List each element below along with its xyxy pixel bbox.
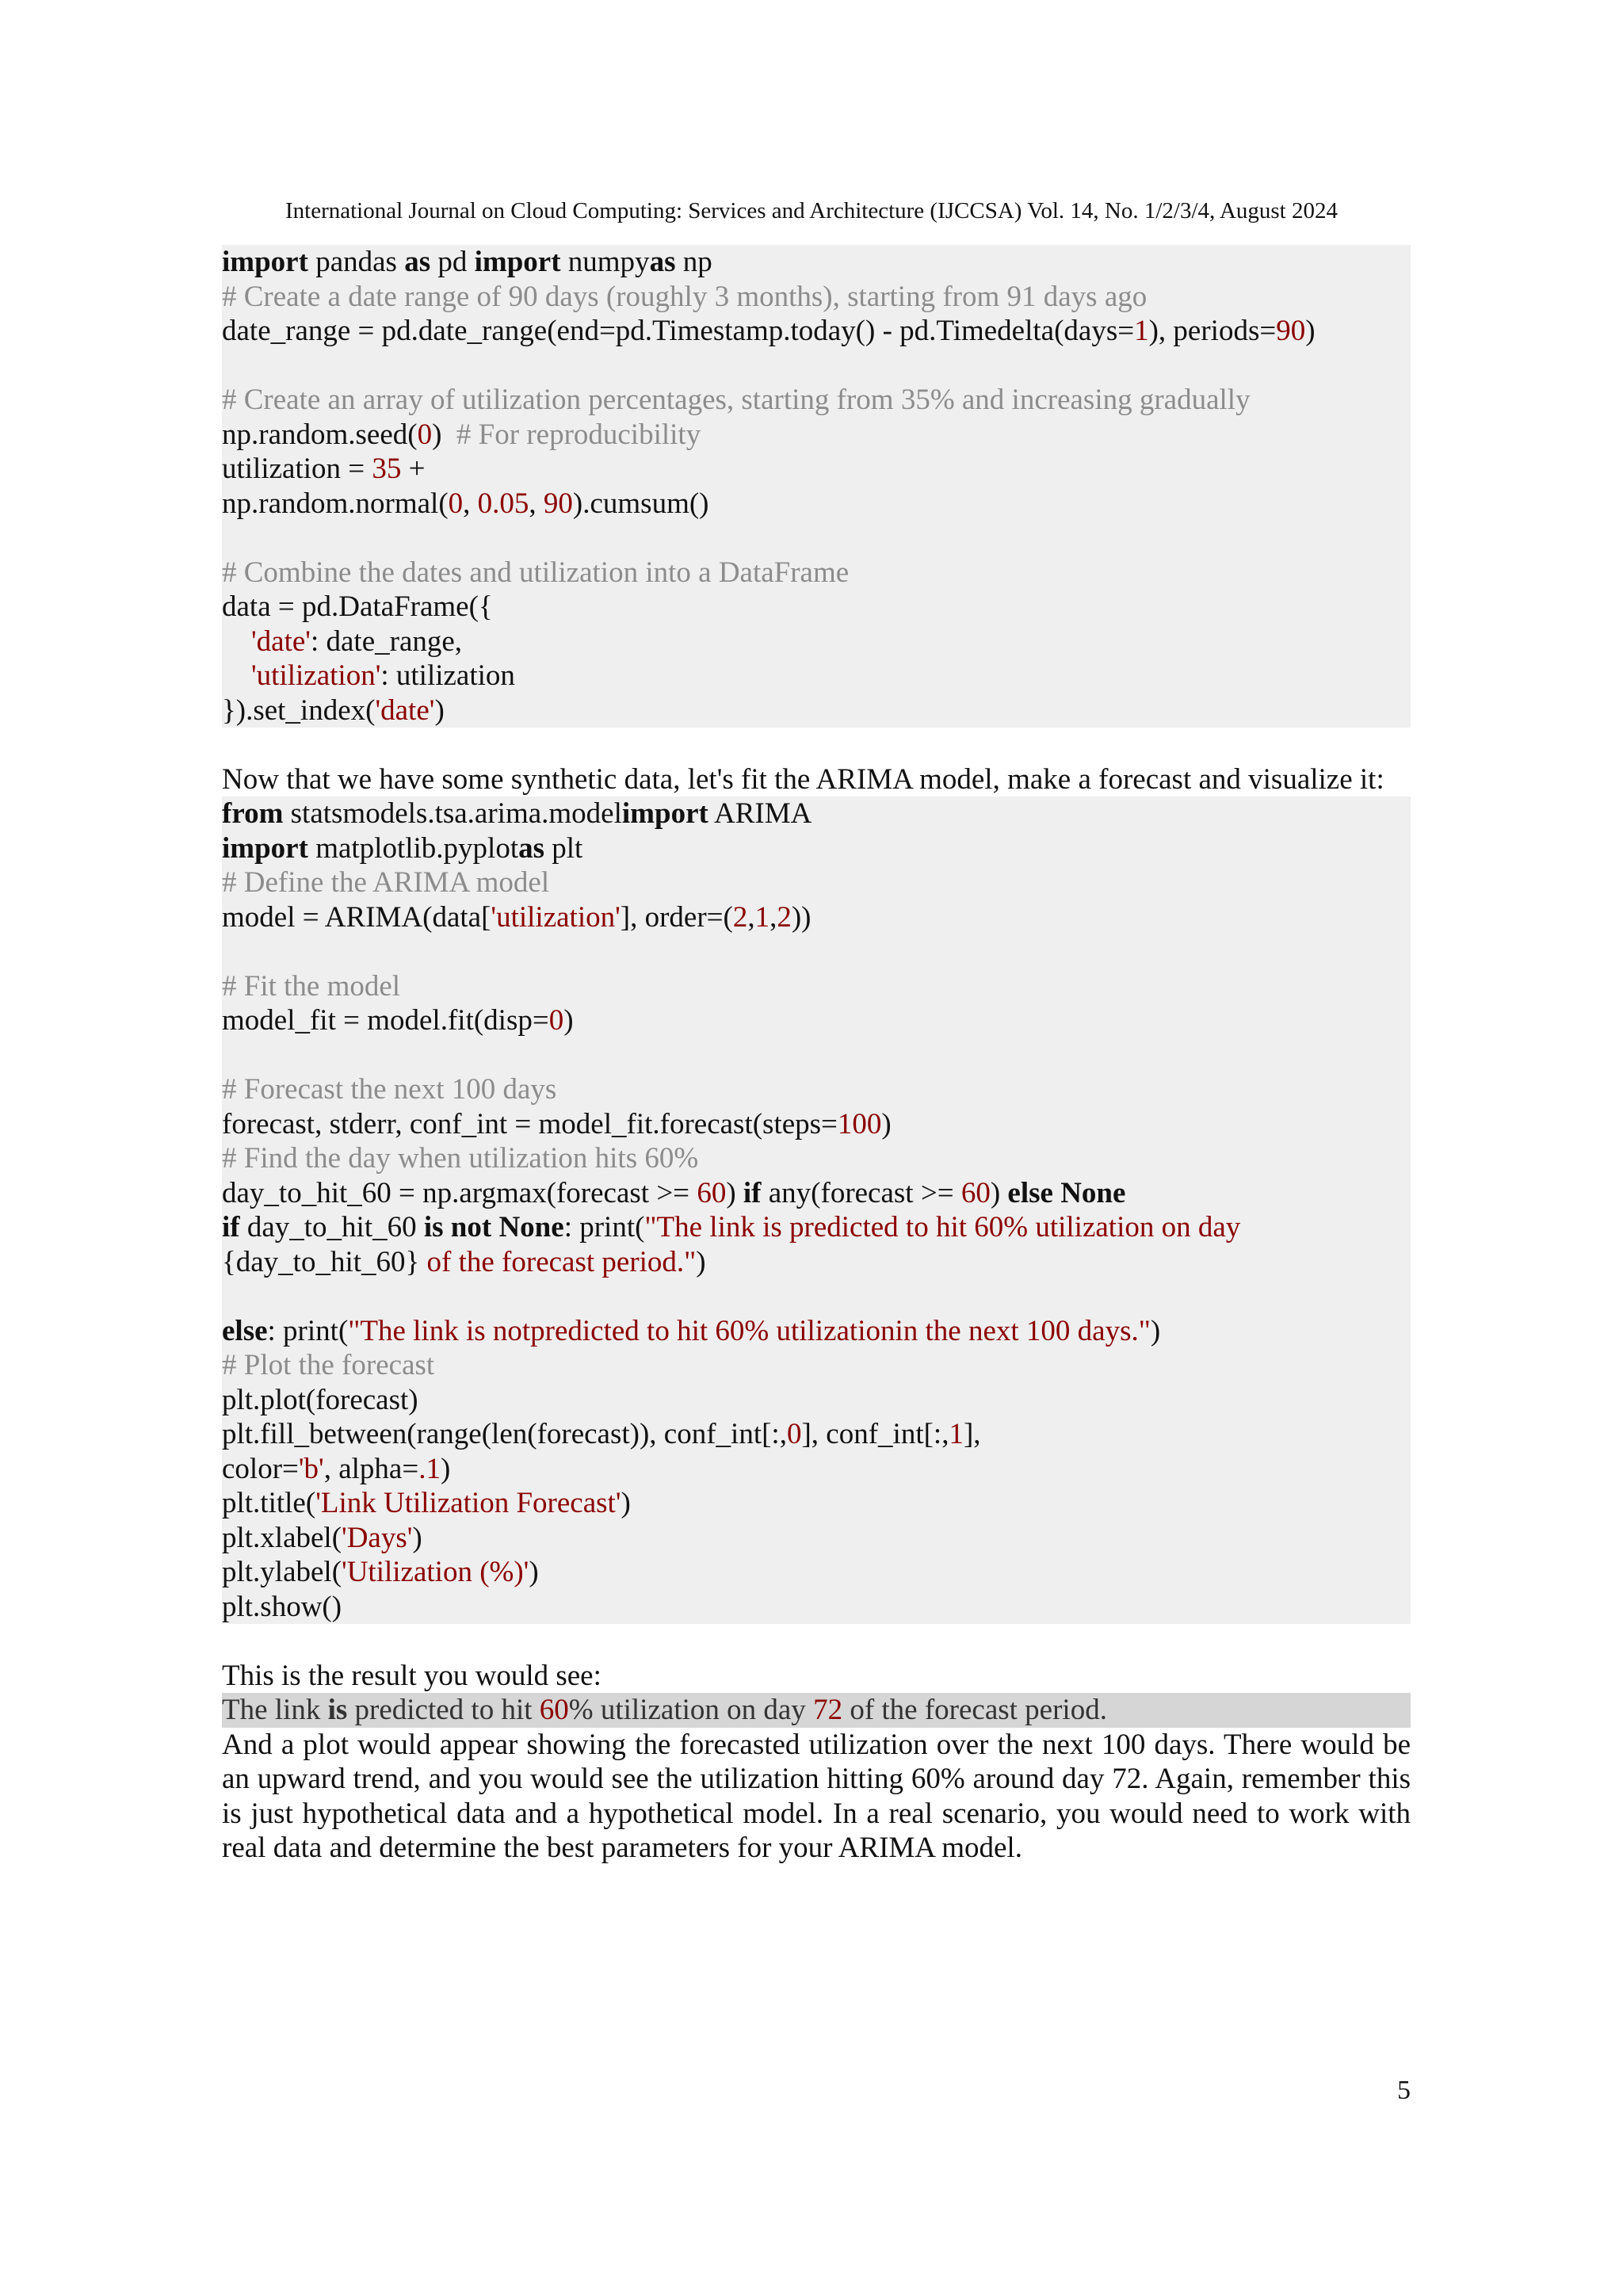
code-number: 72	[813, 1694, 843, 1726]
code-line	[222, 1452, 1411, 1487]
code-number: 0	[548, 1004, 564, 1037]
code-text: np.random.normal(	[222, 487, 449, 520]
code-number: 1	[754, 900, 770, 934]
running-header: International Journal on Cloud Computing: Services and Architecture (IJCCSA) Vol. 14, No. 1/2/3/4, August 2024	[285, 198, 1338, 223]
code-text: day_to_hit_60	[239, 1211, 424, 1244]
code-string: 'Link Utilization Forecast'	[315, 1487, 621, 1519]
code-text: pandas	[307, 246, 405, 278]
code-line	[222, 1486, 1411, 1521]
code-text: : utilization	[380, 659, 515, 692]
code-string: 'date'	[251, 625, 311, 658]
code-keyword: as	[518, 831, 545, 865]
code-number: 60	[539, 1694, 569, 1726]
code-text: : print(	[267, 1314, 349, 1347]
code-text: {day_to_hit_60}	[222, 1245, 427, 1278]
code-number: 0	[448, 487, 464, 520]
code-text: matplotlib.pyplot	[307, 831, 519, 865]
code-text: any(forecast >=	[761, 1176, 961, 1209]
code-number: .1	[418, 1452, 441, 1485]
code-line	[222, 1038, 1411, 1073]
code-text: )	[529, 1556, 539, 1588]
code-line	[222, 1348, 1411, 1383]
code-line	[222, 418, 1411, 453]
conclusion-paragraph: And a plot would appear showing the forecasted utilization over the next 100 days. There would be an upward trend, and you would see the utilization hitting 60% around day 72. Again, remember this is just hypothetical data and a hypothetical model. In a real scenario, you would need to work with real data and determine the best parameters for your ARIMA model.	[222, 1728, 1411, 1864]
code-text: }).set_index(	[222, 693, 376, 727]
code-line	[222, 521, 1411, 556]
code-line	[222, 797, 1411, 831]
code-string: 'date'	[375, 693, 435, 727]
code-text	[222, 659, 251, 692]
code-keyword: None	[1060, 1176, 1126, 1209]
code-string: 'utilization'	[251, 659, 381, 692]
code-comment: # Combine the dates and utilization into a DataFrame	[222, 556, 850, 589]
code-number: 2	[777, 900, 792, 934]
code-text: )	[726, 1176, 743, 1209]
code-string: "The link is notpredicted to hit 60% utilizationin the next 100 days."	[348, 1314, 1151, 1347]
code-text: predicted to hit	[347, 1694, 540, 1726]
code-number: 100	[837, 1107, 882, 1140]
code-keyword: as	[649, 246, 676, 278]
code-number: 1	[949, 1418, 964, 1450]
spacer	[222, 1624, 1411, 1659]
code-line	[222, 934, 1411, 969]
code-line	[222, 383, 1411, 418]
code-text: forecast, stderr, conf_int = model_fit.forecast(steps=	[222, 1107, 838, 1140]
code-block-arima-forecast	[222, 797, 1411, 1624]
code-text: ], conf_int[:,	[801, 1418, 949, 1450]
code-line	[222, 487, 1411, 521]
code-comment: # Find the day when utilization hits 60%	[222, 1142, 699, 1175]
code-string: 'utilization'	[491, 900, 621, 934]
code-text: )	[696, 1245, 706, 1278]
code-text: pd	[430, 246, 475, 278]
code-line	[222, 900, 1411, 935]
code-text: The link	[222, 1694, 328, 1726]
code-string: 'b'	[298, 1452, 324, 1485]
code-line	[222, 452, 1411, 487]
code-text: )	[412, 1521, 422, 1554]
code-text	[1053, 1177, 1060, 1209]
code-text: % utilization on day	[568, 1694, 814, 1726]
code-comment: # For reproducibility	[456, 418, 701, 451]
code-comment: # Create a date range of 90 days (roughly 3 months), starting from 91 days ago	[222, 280, 1148, 313]
code-string: "The link is predicted to hit 60% utilization on day	[644, 1211, 1241, 1244]
code-text: )	[881, 1107, 892, 1140]
code-text: )	[432, 418, 456, 451]
code-text: statsmodels.tsa.arima.model	[283, 797, 622, 830]
code-text: plt.plot(forecast)	[222, 1383, 418, 1416]
page-content	[222, 245, 1411, 1866]
code-line	[222, 1555, 1411, 1590]
code-line	[222, 245, 1411, 280]
code-line	[222, 1210, 1411, 1245]
code-text: )	[1305, 315, 1316, 347]
code-line	[222, 625, 1411, 659]
code-line	[222, 1279, 1411, 1314]
code-text: ], order=(	[620, 900, 733, 934]
code-line	[222, 1417, 1411, 1452]
code-text: ARIMA	[708, 797, 812, 830]
code-text: ).cumsum()	[572, 487, 709, 520]
code-text	[222, 625, 251, 658]
code-text: plt	[544, 831, 583, 865]
code-keyword: as	[404, 246, 431, 278]
code-line	[222, 1521, 1411, 1556]
code-text: data = pd.DataFrame({	[222, 590, 493, 623]
code-text: of the forecast period.	[842, 1694, 1107, 1726]
code-keyword: import	[222, 831, 308, 865]
code-line	[222, 1107, 1411, 1142]
code-text: ,	[747, 900, 755, 934]
code-text: : print(	[563, 1211, 645, 1244]
code-line	[222, 1314, 1411, 1349]
code-text: model = ARIMA(data[	[222, 900, 491, 934]
spacer	[222, 728, 1411, 762]
code-number: 1	[1134, 315, 1149, 347]
code-keyword: import	[621, 797, 708, 830]
code-text: ))	[791, 900, 812, 934]
code-text: )	[440, 1452, 451, 1485]
code-line	[222, 1590, 1411, 1625]
code-number: 60	[960, 1176, 991, 1209]
code-number: 0	[417, 418, 433, 451]
code-line	[222, 556, 1411, 590]
code-text: +	[401, 453, 426, 485]
code-keyword: is	[327, 1694, 348, 1726]
code-text: plt.fill_between(range(len(forecast)), conf_int[:,	[222, 1418, 787, 1450]
code-text: plt.ylabel(	[222, 1556, 342, 1588]
code-number: 35	[372, 453, 402, 485]
code-keyword: else	[222, 1314, 268, 1347]
code-line	[222, 1141, 1411, 1176]
code-text: ,	[529, 487, 544, 520]
code-line	[222, 1176, 1411, 1211]
code-string: 'Days'	[342, 1521, 413, 1554]
code-comment: # Define the ARIMA model	[222, 866, 550, 899]
code-keyword: is not None	[423, 1211, 564, 1244]
code-keyword: import	[474, 246, 561, 278]
code-number: 90	[1276, 315, 1306, 347]
code-line	[222, 349, 1411, 384]
code-number: 0.05	[477, 487, 529, 520]
code-text: )	[621, 1487, 631, 1519]
code-comment: # Fit the model	[222, 969, 401, 1003]
code-text: ), periods=	[1148, 315, 1277, 347]
code-text: )	[563, 1004, 574, 1037]
code-keyword: from	[222, 797, 284, 830]
code-text: ,	[769, 900, 777, 934]
code-text: np.random.seed(	[222, 418, 418, 451]
result-output-line	[222, 1693, 1411, 1728]
code-text: ],	[963, 1418, 981, 1450]
code-text: day_to_hit_60 = np.argmax(forecast >=	[222, 1176, 697, 1209]
intro-paragraph: Now that we have some synthetic data, let's fit the ARIMA model, make a forecast and visualize it:	[222, 762, 1384, 796]
code-line	[222, 1003, 1411, 1038]
code-number: 60	[697, 1176, 727, 1209]
code-number: 0	[786, 1418, 802, 1450]
code-line	[222, 1072, 1411, 1107]
code-text: plt.xlabel(	[222, 1521, 342, 1554]
code-keyword: else	[1007, 1176, 1053, 1209]
code-block-data-generation	[222, 245, 1411, 728]
code-text: utilization =	[222, 453, 372, 485]
code-number: 90	[543, 487, 573, 520]
code-text: plt.show()	[222, 1590, 342, 1623]
code-text: model_fit = model.fit(disp=	[222, 1004, 549, 1037]
code-text: plt.title(	[222, 1487, 316, 1519]
code-text: ,	[463, 487, 478, 520]
code-comment: # Plot the forecast	[222, 1349, 435, 1381]
code-text: date_range = pd.date_range(end=pd.Timestamp.today() - pd.Timedelta(days=	[222, 315, 1135, 347]
code-text: numpy	[560, 246, 650, 278]
code-text: )	[990, 1176, 1008, 1209]
code-line	[222, 969, 1411, 1004]
page-number: 5	[1397, 2076, 1411, 2105]
code-number: 2	[732, 900, 748, 934]
code-text: , alpha=	[323, 1452, 419, 1485]
code-line	[222, 693, 1411, 728]
code-line	[222, 590, 1411, 625]
code-line	[222, 831, 1411, 866]
code-text: color=	[222, 1452, 299, 1485]
code-text: : date_range,	[310, 625, 463, 658]
code-line	[222, 1383, 1411, 1418]
code-keyword: import	[222, 246, 308, 278]
code-line	[222, 659, 1411, 693]
code-string: 'Utilization (%)'	[342, 1556, 529, 1588]
code-text: )	[434, 693, 445, 727]
code-keyword: if	[743, 1176, 762, 1209]
code-comment: # Forecast the next 100 days	[222, 1073, 557, 1106]
code-line	[222, 314, 1411, 349]
code-line	[222, 1245, 1411, 1280]
code-text: np	[675, 246, 712, 278]
code-string: of the forecast period."	[426, 1245, 697, 1278]
code-line	[222, 865, 1411, 900]
code-text: )	[1150, 1314, 1161, 1347]
code-comment: # Create an array of utilization percentages, starting from 35% and increasing gradually	[222, 384, 1251, 416]
code-keyword: if	[222, 1211, 240, 1244]
code-line	[222, 280, 1411, 315]
result-intro-paragraph: This is the result you would see:	[222, 1659, 601, 1692]
